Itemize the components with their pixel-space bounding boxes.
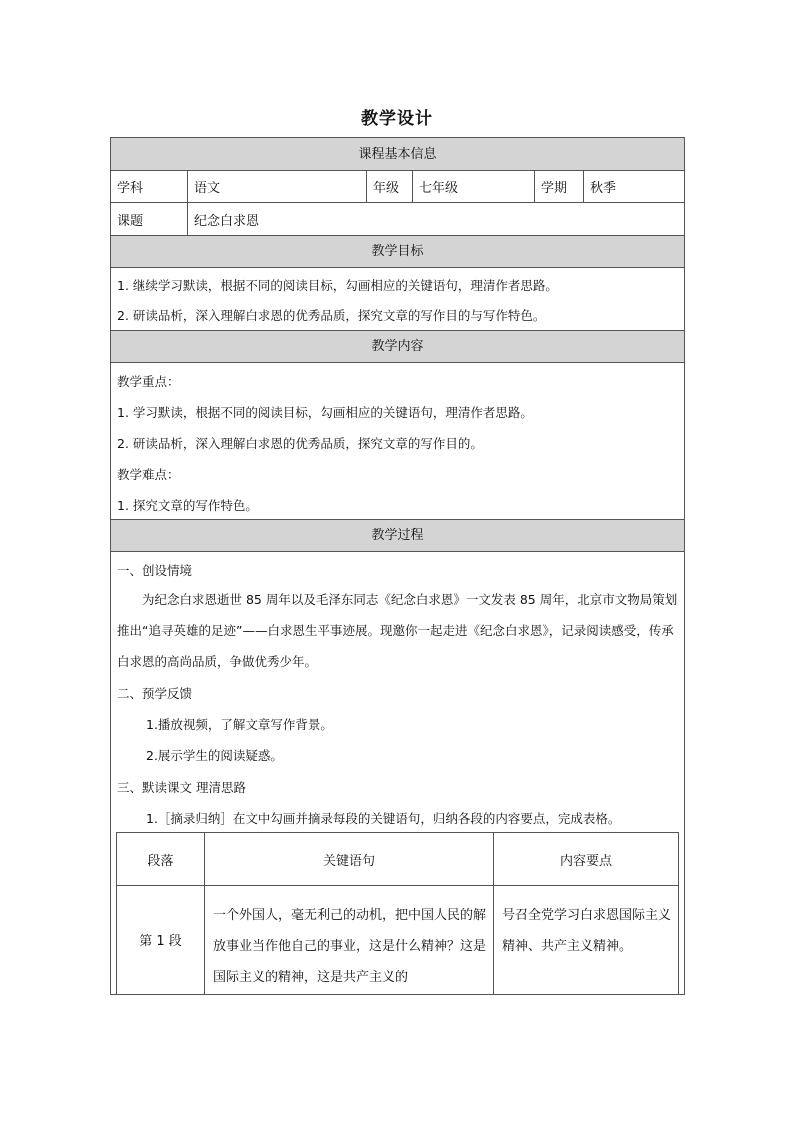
section-header-basic-info: 课程基本信息 xyxy=(111,138,684,171)
term-label: 学期 xyxy=(535,171,584,202)
term-value: 秋季 xyxy=(590,181,617,196)
key-points-label: 教学重点： xyxy=(117,374,180,389)
section-header-content: 教学内容 xyxy=(111,331,684,363)
lesson-plan-table xyxy=(110,137,685,995)
topic-label: 课题 xyxy=(111,203,188,235)
step2-title: 二、预学反馈 xyxy=(117,686,193,701)
header-summary: 内容要点 xyxy=(494,833,678,886)
section-header-process: 教学过程 xyxy=(111,520,684,552)
step2-item: 1.播放视频，了解文章写作背景。 xyxy=(146,717,333,732)
step3-item: 1.［摘录归纳］在文中勾画并摘录每段的关键语句，归纳各段的内容要点，完成表格。 xyxy=(146,811,621,826)
step1-text: 为纪念白求恩逝世 85 周年以及毛泽东同志《纪念白求恩》一文发表 85 周年，北京市文物局策划推出“追寻英雄的足迹”——白求恩生平事迹展。现邀你一起走进《纪念白求恩》，记录阅读感受，传承白求恩的高尚品质，争做优秀少年。 xyxy=(117,592,678,669)
header-paragraph: 段落 xyxy=(117,833,205,886)
info-row-topic xyxy=(111,203,684,236)
key-point-item: 1. 学习默读，根据不同的阅读目标，勾画相应的关键语句，理清作者思路。 xyxy=(117,405,533,420)
page-title: 教学设计 xyxy=(361,109,433,129)
summary-text: 号召全党学习白求恩国际主义精神、共产主义精神。 xyxy=(502,908,672,954)
topic-value: 纪念白求恩 xyxy=(194,213,260,229)
content-block xyxy=(111,363,684,520)
subject-label: 学科 xyxy=(111,171,188,202)
step2-item: 2.展示学生的阅读疑惑。 xyxy=(146,748,283,763)
step3-title: 三、默读课文 理清思路 xyxy=(117,780,246,795)
goals-block xyxy=(111,268,684,331)
difficult-point-item: 1. 探究文章的写作特色。 xyxy=(117,498,258,513)
key-point-item: 2. 研读品析，深入理解白求恩的优秀品质，探究文章的写作目的。 xyxy=(117,436,483,451)
grade-value: 七年级 xyxy=(413,171,535,202)
section-header-goals: 教学目标 xyxy=(111,236,684,268)
table-cell-paragraph: 第 1 段 xyxy=(117,886,205,995)
key-sentence-text: 一个外国人，毫无利己的动机，把中国人民的解放事业当作他自己的事业，这是什么精神？这是国际主义的精神，这是共产主义的 xyxy=(213,908,487,985)
difficult-points-label: 教学难点： xyxy=(117,467,180,482)
subject-value: 语文 xyxy=(188,171,367,202)
table-cell-key-sentence xyxy=(205,886,494,995)
step1-title: 一、创设情境 xyxy=(117,563,193,578)
grade-label: 年级 xyxy=(367,171,413,202)
header-key-sentence: 关键语句 xyxy=(205,833,494,886)
info-row-subject xyxy=(111,171,684,203)
summary-table xyxy=(116,832,679,995)
goal-item: 2. 研读品析，深入理解白求恩的优秀品质，探究文章的写作目的与写作特色。 xyxy=(117,308,546,323)
goal-item: 1. 继续学习默读，根据不同的阅读目标，勾画相应的关键语句，理清作者思路。 xyxy=(117,278,558,293)
table-cell-summary xyxy=(494,886,678,995)
